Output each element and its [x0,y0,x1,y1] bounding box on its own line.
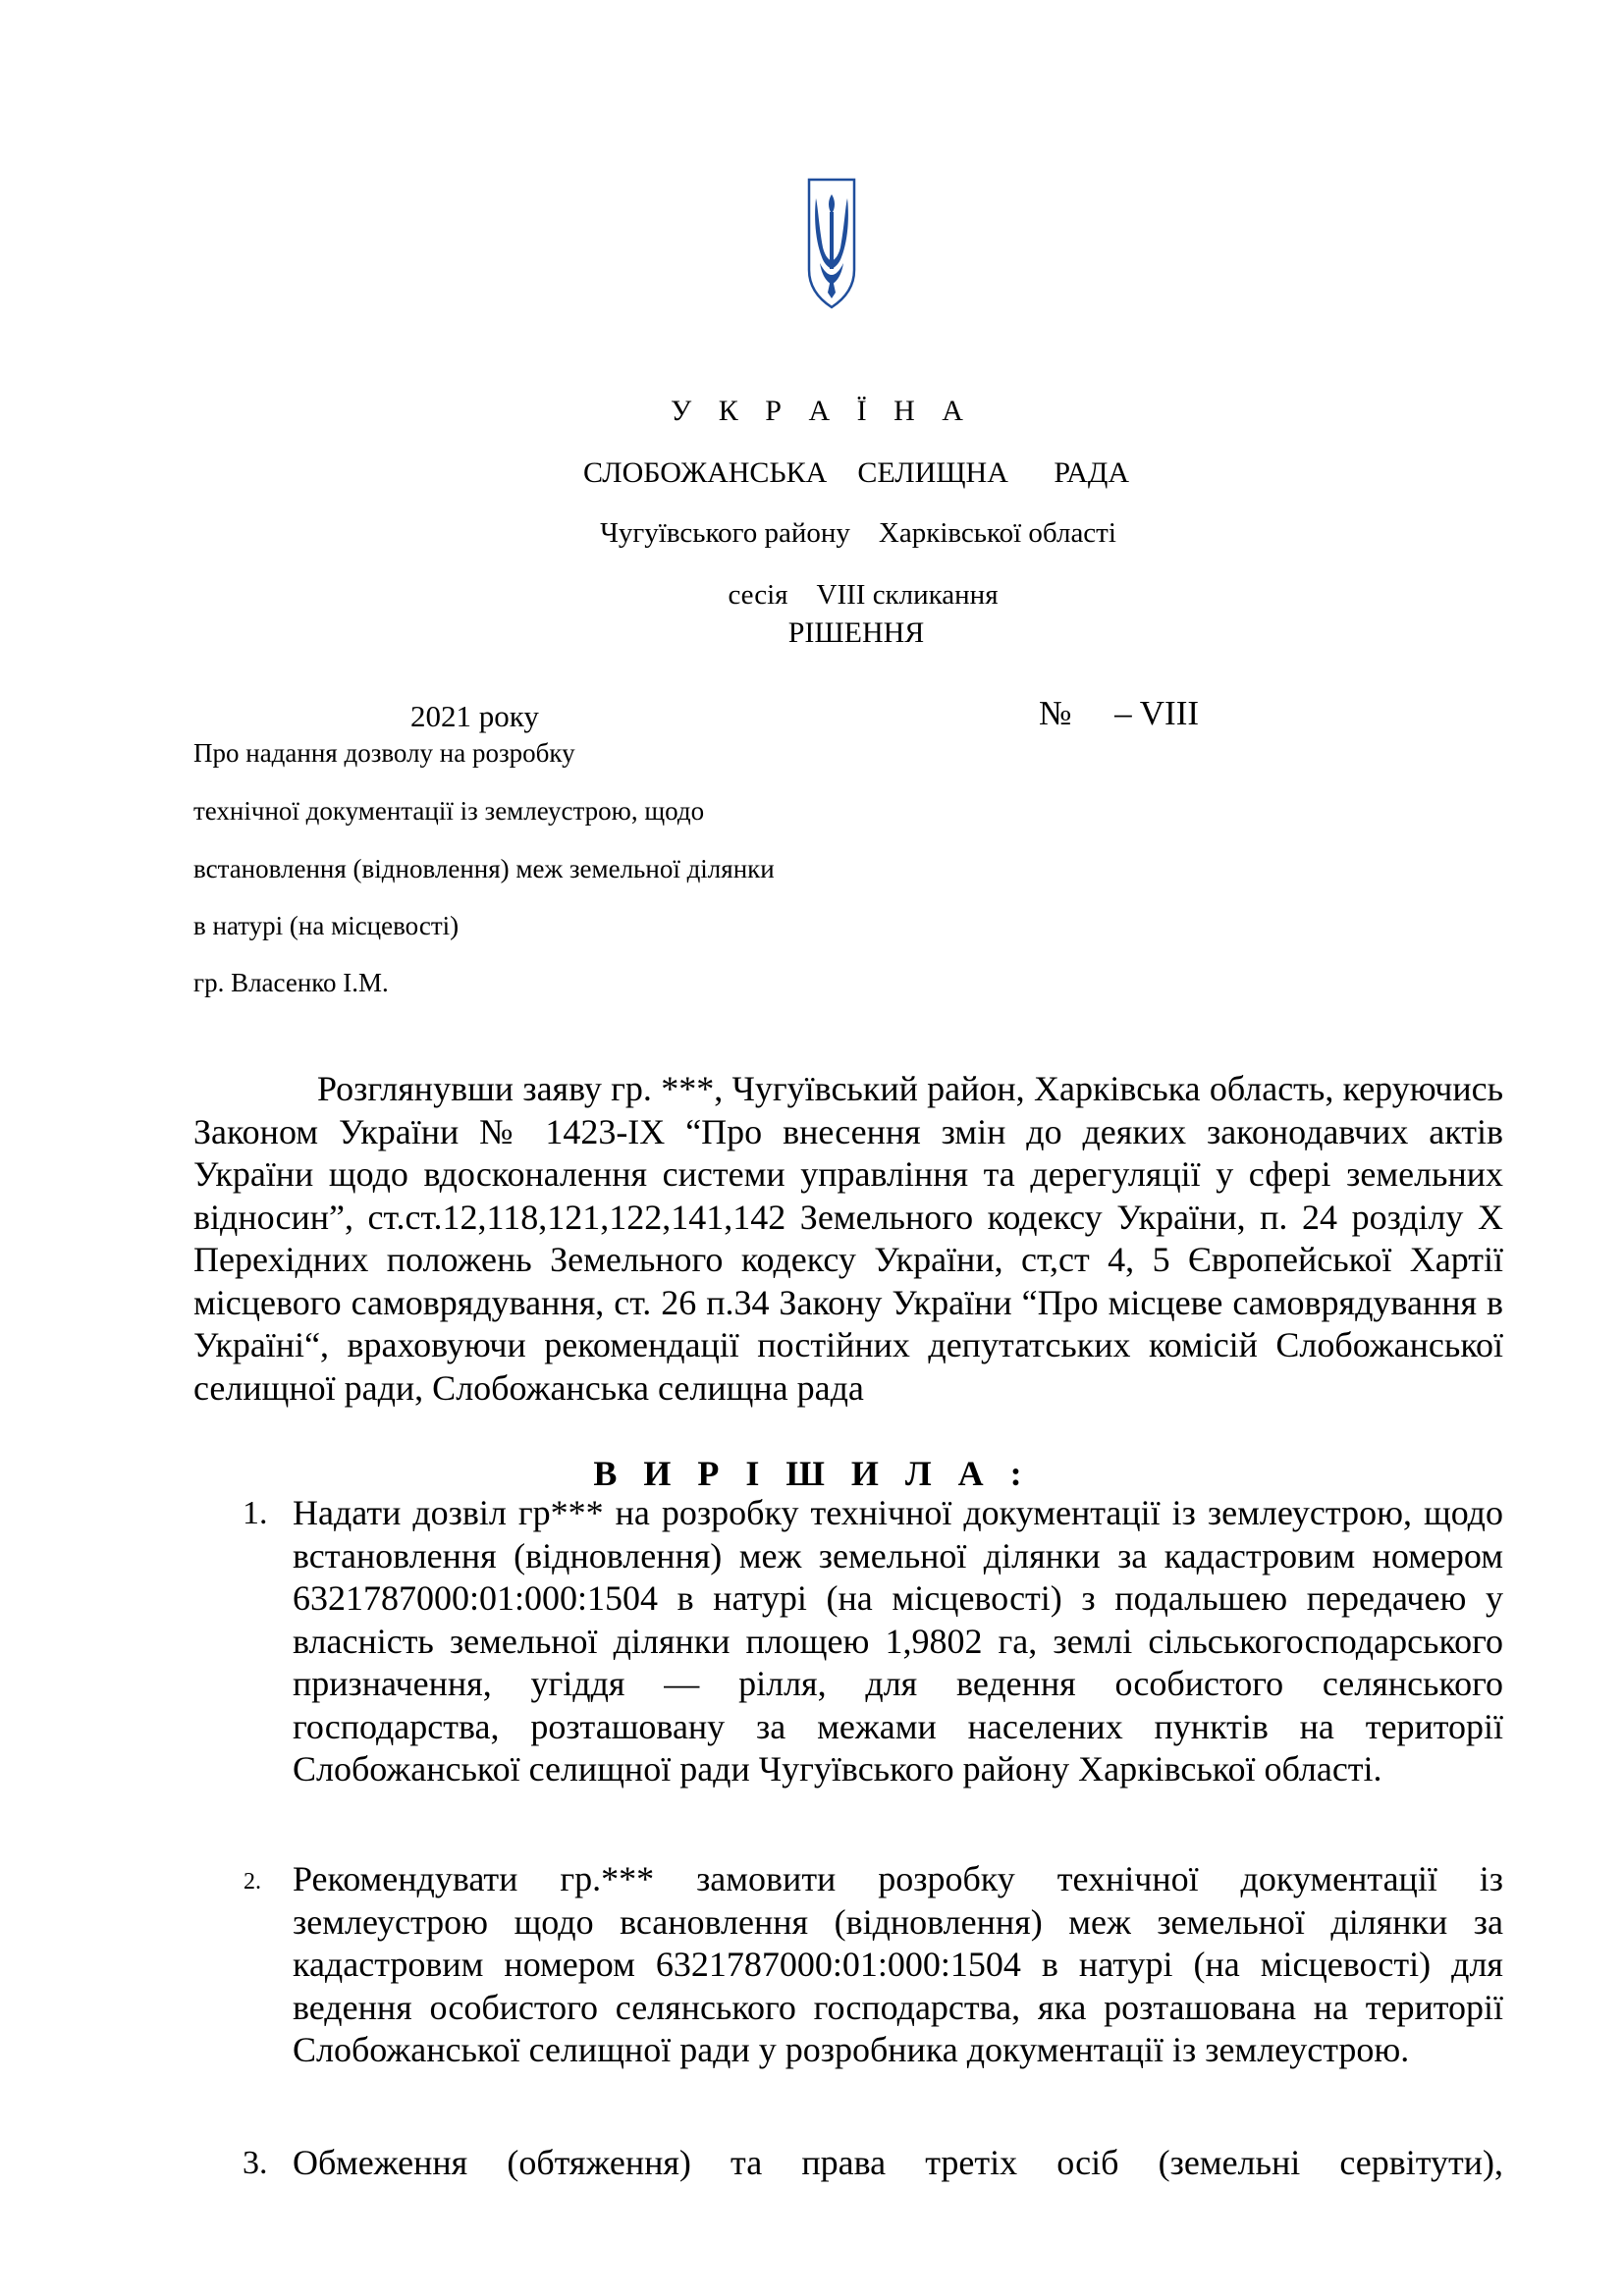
decision-title: РІШЕННЯ [787,616,925,649]
item-number: 2. [244,1869,261,1895]
item-number: 1. [243,1495,268,1531]
district-region: Чугуївського району Харківської області [600,517,1116,549]
subject-line: гр. Власенко І.М. [193,968,389,997]
decision-date: 2021 року [410,699,539,733]
item-text: Надати дозвіл гр*** на розробку технічної документації із землеустрою, щодо встановлення (відновлення) меж земельної ділянки за кадастровим номером 6321787000:01:000:1504 в натурі (на місцевості) з подальшею передачею у власність земельної ділянки площею 1,9802 га, землі сільськогосподарського призначення, угіддя — рілля, для ведення особистого селянського господарства, розташовану за межами населених пунктів на території Слобожанської селищної ради Чугуївського району Харківської області. [293,1493,1503,1789]
preamble-paragraph: Розглянувши заяву гр. ***, Чугуївський район, Харківська область, керуючись Законом України № 1423-IX “Про внесення змін до деяких законодавчих актів України щодо вдосконалення системи управління та дерегуляції у сфері земельних відносин”, ст.ст.12,118,121,122,141,142 Земельного кодексу України, п. 24 розділу Х Перехідних положень Земельного кодексу України, ст,ст 4, 5 Європейської Хартії місцевого самоврядування, ст. 26 п.34 Закону України “Про місцеве самоврядування в Україні“, враховуючи рекомендації постійних депутатських комісій Слобожанської селищної ради, Слобожанська селищна рада [193,1069,1503,1408]
subject-line: встановлення (відновлення) меж земельної ділянки [193,854,775,883]
council-name: СЛОБОЖАНСЬКА СЕЛИЩНА РАДА [582,456,1130,489]
subject-line: технічної документації із землеустрою, щодо [193,796,705,826]
resolved-heading: В И Р І Ш И Л А : [593,1454,1031,1493]
session-convocation: сесія VIII скликання [728,579,999,611]
subject-line: в натурі (на місцевості) [193,911,460,940]
item-number: 3. [243,2145,268,2181]
item-text: Обмеження (обтяження) та права третіх осіб (земельні сервітути), [293,2143,1503,2182]
subject-line: Про надання дозволу на розробку [193,738,575,768]
item-text: Рекомендувати гр.*** замовити розробку технічної документації із землеустрою щодо всановлення (відновлення) меж земельної ділянки за кадастровим номером 6321787000:01:000:1504 в натурі (на місцевості) для ведення особистого селянського господарства, яка розташована на території Слобожанської селищної ради у розробника документації із землеустрою. [293,1859,1503,2069]
country-heading: У К Р А Ї Н А [671,395,973,427]
trident-coat-of-arms-icon [806,177,857,310]
decision-number: № – VIII [1039,694,1200,732]
